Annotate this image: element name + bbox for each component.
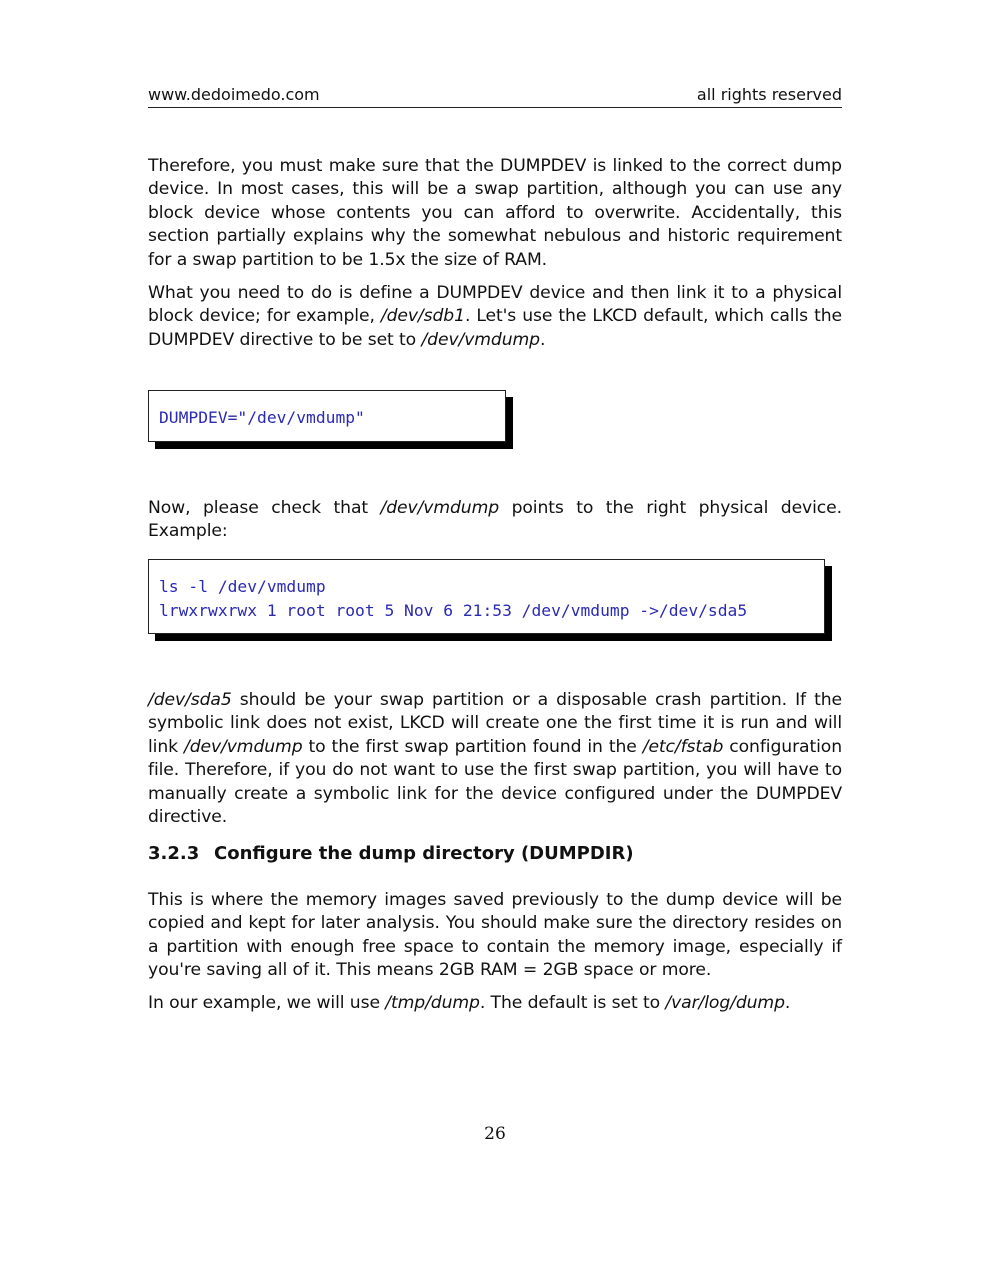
text-span: points to the right physical device. Example: [148,498,842,542]
text-span: should be your swap partition or a disposable crash partition. If the symbolic link does not exist, LKCD will create one the first time it is run and will link [148,690,842,757]
header-site-link[interactable]: www.dedoimedo.com [148,85,320,104]
path-sdb1: /dev/sdb1 [380,306,465,327]
code-block-dumpdev [148,390,506,442]
paragraph-define-dumpdev [148,282,842,352]
section-number: 3.2.3 [148,843,200,864]
text-span: Now, please check that [148,498,381,518]
text-span: . [539,329,546,350]
code-line: ls -l /dev/vmdump [159,577,326,596]
text-span: In our example, we will use [148,993,386,1013]
paragraph-sda5-explanation [148,689,842,829]
path-var-log-dump: /var/log/dump [665,993,785,1013]
text-span: configuration file. Therefore, if you do not want to use the first swap partition, you will have to manually create a symbolic link for the device configured under the DUMPDEV directive. [148,736,842,828]
text-span: . The default is set to [479,993,666,1013]
path-tmp-dump: /tmp/dump [385,993,480,1013]
path-fstab: /etc/fstab [642,736,724,757]
paragraph-dumpdir-example [148,992,842,1015]
text-span: to the first swap partition found in the [302,736,643,757]
paragraph-check-vmdump [148,497,842,544]
code-block-ls-output [148,559,825,634]
path-sda5: /dev/sda5 [148,690,232,710]
code-line: lrwxrwxrwx 1 root root 5 Nov 6 21:53 /dev/vmdump ->/dev/sda5 [159,600,748,620]
page-number: 26 [484,1124,506,1144]
page-header [148,85,842,108]
path-vmdump: /dev/vmdump [184,736,303,757]
path-vmdump: /dev/vmdump [421,329,540,350]
path-vmdump: /dev/vmdump [380,498,500,518]
text-span: . Let's use the LKCD default, which calls the DUMPDEV directive to be set to [148,306,842,350]
section-title: Configure the dump directory (DUMPDIR) [214,843,634,864]
paragraph-dumpdir-intro: This is where the memory images saved previously to the dump device will be copied and kept for later analysis. You should make sure the directory resides on a partition with enough free space to contain the memory image, especially if you're saving all of it. This means 2GB RAM = 2GB space or more. [148,890,842,981]
text-span: What you need to do is define a DUMPDEV device and then link it to a physical block device; for example, [148,283,842,327]
header-rights-notice: all rights reserved [696,85,842,104]
paragraph-dumpdev-intro: Therefore, you must make sure that the DUMPDEV is linked to the correct dump device. In most cases, this will be a swap partition, although you can use any block device whose contents you can afford to overwrite. Accidentally, this section partially explains why the somewhat nebulous and historic requirement for a swap partition to be 1.5x the size of RAM. [148,156,842,270]
section-heading [148,843,634,864]
text-span: . [784,993,791,1013]
code-line: DUMPDEV="/dev/vmdump" [159,408,365,427]
